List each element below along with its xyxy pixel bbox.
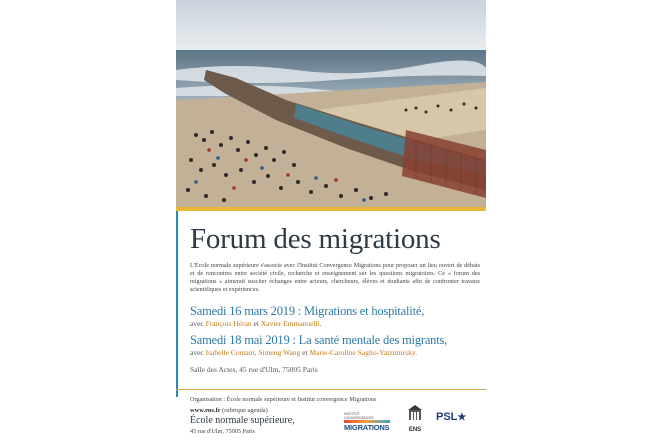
website-note: (rubrique agenda) [220, 407, 268, 414]
suffix: . [319, 319, 322, 328]
suffix: . [415, 348, 417, 357]
psl-logo [436, 411, 466, 423]
school-name: École normale supérieure, [190, 415, 295, 426]
institut-convergences-migrations-logo [344, 412, 390, 432]
event-1-speakers [190, 319, 322, 328]
website-link[interactable]: www.ens.fr [190, 407, 221, 414]
joiner: et [300, 348, 310, 357]
event-1-title: Samedi 16 mars 2019 : Migrations et hospitalité, [190, 304, 425, 318]
ens-logo [404, 404, 426, 434]
school-address: 45 rue d'Ulm, 75005 Paris [190, 428, 255, 435]
ens-logo-text: ENS [408, 427, 422, 433]
footer-divider [176, 389, 486, 390]
intro-paragraph: L'École normale supérieure s'associe avec l'Institut Convergence Migrations pour proposer un lieu ouvert de débats et de rencontres entre société civile, recherche et enseignement sur les questions migratoires. Ce « forum des migrations » aimerait susciter échanges entre acteurs, chercheurs, élèves et étudiants afin de confronter travaux scientifiques et expériences. [190, 262, 480, 293]
with-prefix: avec [190, 319, 206, 328]
logo-text: MIGRATIONS [344, 423, 390, 432]
event-2-title: Samedi 18 mai 2019 : La santé mentale des migrants, [190, 333, 448, 347]
speaker-name: Xavier Emmanuelli [260, 319, 320, 328]
event-poster [176, 0, 486, 440]
poster-title: Forum des migrations [190, 223, 441, 255]
border-wall-photo [176, 0, 486, 207]
star-icon: ★ [457, 412, 467, 423]
event-2-speakers [190, 348, 417, 357]
venue: Salle des Actes, 45 rue d'Ulm, 75005 Paris [190, 365, 318, 374]
psl-text: PSL [436, 411, 458, 423]
joiner: et [251, 319, 261, 328]
organisation-line: Organisation : École normale supérieure et Institut convergence Migrations [190, 396, 377, 403]
blue-side-rule [176, 211, 178, 397]
speaker-name: Isabelle Coutant, Simeng Wang [205, 348, 301, 357]
gold-divider [176, 207, 486, 211]
speaker-name: François Héran [205, 319, 252, 328]
with-prefix: avec [190, 348, 206, 357]
logo-small-text: INSTITUT CONVERGENCES [344, 412, 374, 420]
ens-building-icon [407, 404, 423, 422]
speaker-name: Marie-Caroline Saglio-Yatzimirsky [309, 348, 416, 357]
website-line [190, 407, 268, 414]
